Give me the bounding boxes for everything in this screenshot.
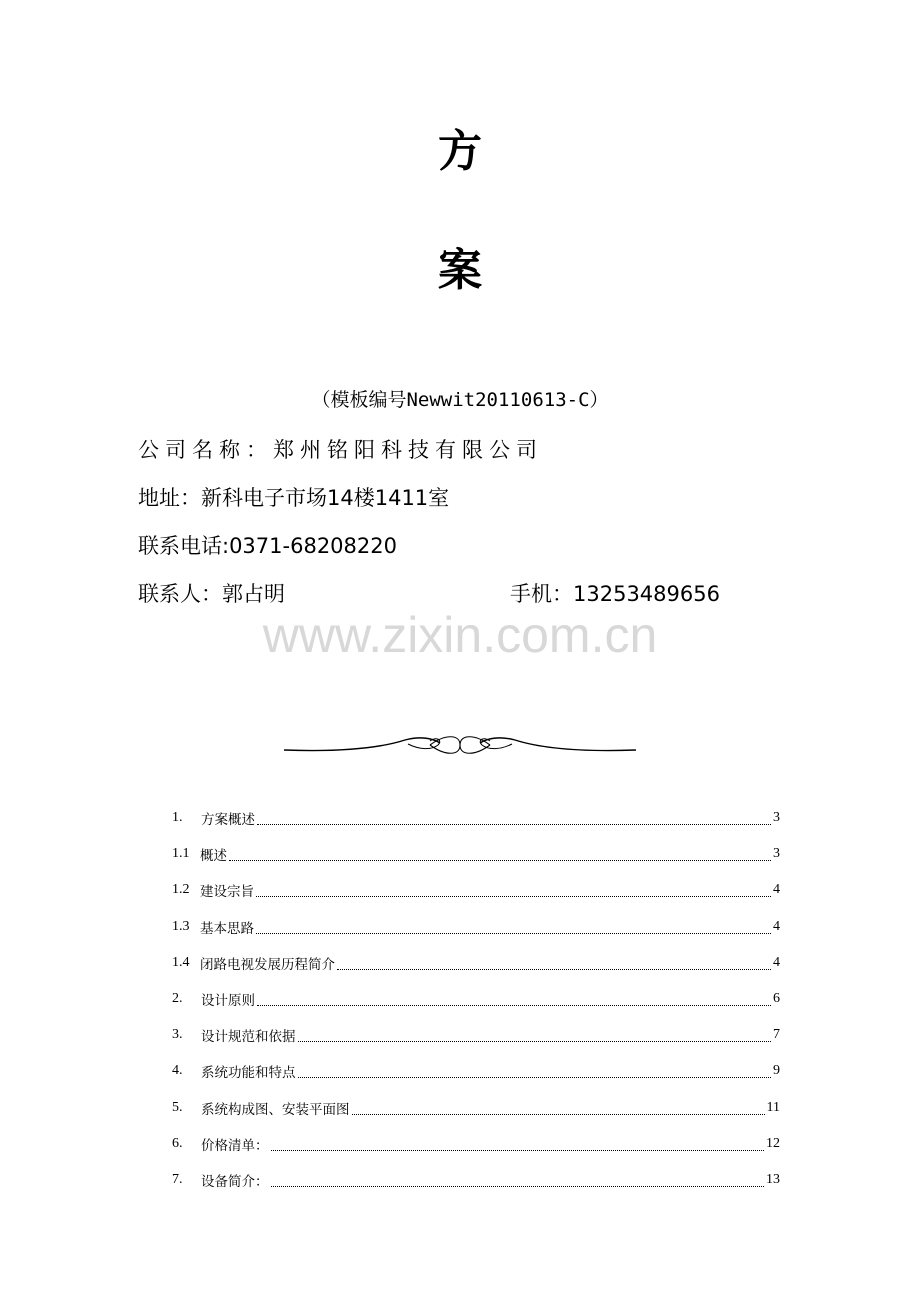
address: 地址：新科电子市场14楼1411室: [138, 486, 450, 510]
toc-entry-title: 方案概述: [201, 812, 255, 829]
toc-leader-dots: [256, 924, 771, 934]
toc-entry-number: 6.: [172, 1135, 183, 1151]
toc-entry[interactable]: [172, 1162, 780, 1198]
toc-entry-title: 设备简介：: [201, 1173, 269, 1190]
toc-entry-page: 4: [773, 918, 780, 934]
toc-entry[interactable]: [172, 800, 780, 836]
toc-leader-dots: [271, 1141, 765, 1151]
toc-entry[interactable]: [172, 1090, 780, 1126]
toc-entry-number: 1.1: [172, 846, 190, 862]
toc-leader-dots: [298, 1032, 772, 1042]
toc-entry[interactable]: [172, 1053, 780, 1089]
ornamental-divider: [280, 728, 640, 764]
toc-entry-page: 6: [773, 991, 780, 1007]
toc-entry-number: 2.: [172, 991, 183, 1007]
toc-entry-title: 系统功能和特点: [201, 1065, 296, 1082]
toc-entry-number: 1.4: [172, 954, 190, 970]
toc-entry[interactable]: [172, 836, 780, 872]
toc-entry-number: 1.: [172, 810, 183, 826]
toc-entry-number: 4.: [172, 1063, 183, 1079]
watermark: www.zixin.com.cn: [262, 607, 658, 663]
toc-entry-page: 9: [773, 1063, 780, 1079]
toc-entry-title: 基本思路: [200, 920, 254, 937]
phone: 联系电话:0371-68208220: [138, 534, 397, 558]
toc-leader-dots: [337, 960, 771, 970]
toc-entry-page: 12: [766, 1135, 780, 1151]
toc-entry-page: 13: [766, 1171, 780, 1187]
toc-entry[interactable]: [172, 909, 780, 945]
toc-leader-dots: [256, 887, 771, 897]
toc-leader-dots: [298, 1068, 772, 1078]
toc-entry[interactable]: [172, 1126, 780, 1162]
title-char-an: 案: [438, 245, 482, 296]
toc-entry-number: 1.3: [172, 918, 190, 934]
contact-person: 联系人：郭占明: [138, 582, 285, 606]
toc-entry[interactable]: [172, 981, 780, 1017]
toc-entry-number: 3.: [172, 1027, 183, 1043]
toc-leader-dots: [257, 815, 771, 825]
title-char-fang: 方: [438, 126, 482, 177]
toc-entry[interactable]: [172, 872, 780, 908]
toc-entry-page: 11: [766, 1099, 780, 1115]
toc-entry-page: 4: [773, 882, 780, 898]
toc-leader-dots: [271, 1177, 765, 1187]
toc-entry-number: 5.: [172, 1099, 183, 1115]
template-code: （模板编号Newwit20110613-C）: [311, 389, 609, 411]
toc-entry-title: 设计规范和依据: [201, 1029, 296, 1046]
toc-entry-title: 闭路电视发展历程简介: [200, 956, 335, 973]
toc-entry-page: 3: [773, 846, 780, 862]
toc-entry-number: 1.2: [172, 882, 190, 898]
company-name: 公司名称：郑州铭阳科技有限公司: [138, 438, 543, 462]
toc-entry-title: 设计原则: [201, 993, 255, 1010]
toc-entry-title: 价格清单：: [201, 1137, 269, 1154]
toc-entry-title: 系统构成图、安装平面图: [201, 1101, 350, 1118]
toc-entry-title: 概述: [200, 848, 227, 865]
toc-entry-page: 4: [773, 954, 780, 970]
toc-entry-page: 7: [773, 1027, 780, 1043]
toc-leader-dots: [352, 1105, 765, 1115]
toc-entry-title: 建设宗旨: [200, 884, 254, 901]
toc-leader-dots: [229, 851, 771, 861]
toc-entry-page: 3: [773, 810, 780, 826]
toc-entry[interactable]: [172, 1017, 780, 1053]
toc-entry-number: 7.: [172, 1171, 183, 1187]
mobile: 手机：13253489656: [510, 582, 720, 606]
table-of-contents: [172, 800, 780, 1198]
toc-entry[interactable]: [172, 945, 780, 981]
toc-leader-dots: [257, 996, 771, 1006]
